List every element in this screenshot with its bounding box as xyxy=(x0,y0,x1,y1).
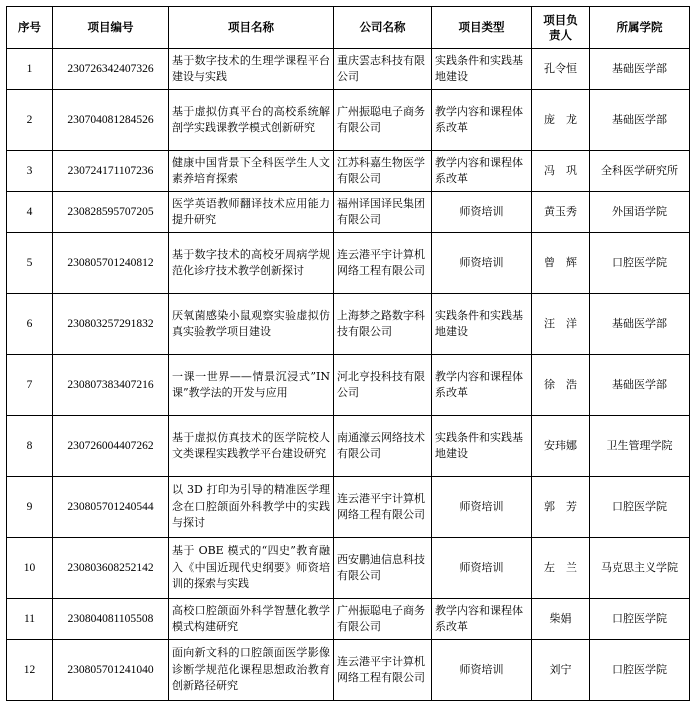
cell-college: 全科医学研究所 xyxy=(590,151,690,192)
table-row xyxy=(7,599,690,640)
table-row xyxy=(7,355,690,416)
cell-code: 230805701241040 xyxy=(53,640,169,701)
cell-code: 230803608252142 xyxy=(53,538,169,599)
cell-type: 教学内容和课程体系改革 xyxy=(432,151,532,192)
cell-leader: 庞 龙 xyxy=(532,90,590,151)
table-row xyxy=(7,477,690,538)
cell-college: 基础医学部 xyxy=(590,294,690,355)
cell-index: 7 xyxy=(7,355,53,416)
cell-code: 230805701240544 xyxy=(53,477,169,538)
cell-college: 口腔医学院 xyxy=(590,233,690,294)
cell-code: 230724171107236 xyxy=(53,151,169,192)
cell-index: 1 xyxy=(7,49,53,90)
cell-code: 230804081105508 xyxy=(53,599,169,640)
cell-code: 230726342407326 xyxy=(53,49,169,90)
cell-leader: 孔令恒 xyxy=(532,49,590,90)
cell-company: 上海梦之路数字科技有限公司 xyxy=(334,294,432,355)
cell-type: 师资培训 xyxy=(432,477,532,538)
cell-type: 教学内容和课程体系改革 xyxy=(432,90,532,151)
cell-company: 连云港平宇计算机网络工程有限公司 xyxy=(334,477,432,538)
cell-index: 8 xyxy=(7,416,53,477)
cell-type: 实践条件和实践基地建设 xyxy=(432,416,532,477)
table-row xyxy=(7,640,690,701)
cell-code: 230828595707205 xyxy=(53,192,169,233)
cell-leader: 郭 芳 xyxy=(532,477,590,538)
header-name: 项目名称 xyxy=(169,7,334,49)
cell-type: 师资培训 xyxy=(432,233,532,294)
cell-college: 马克思主义学院 xyxy=(590,538,690,599)
cell-type: 师资培训 xyxy=(432,192,532,233)
header-college: 所属学院 xyxy=(590,7,690,49)
cell-leader: 安玮娜 xyxy=(532,416,590,477)
cell-college: 口腔医学院 xyxy=(590,599,690,640)
cell-index: 12 xyxy=(7,640,53,701)
table-row xyxy=(7,90,690,151)
cell-company: 西安鹏迪信息科技有限公司 xyxy=(334,538,432,599)
header-company: 公司名称 xyxy=(334,7,432,49)
cell-college: 基础医学部 xyxy=(590,355,690,416)
cell-name: 面向新文科的口腔颌面医学影像诊断学规范化课程思想政治教育创新路径研究 xyxy=(169,640,334,701)
cell-college: 卫生管理学院 xyxy=(590,416,690,477)
cell-index: 4 xyxy=(7,192,53,233)
cell-code: 230726004407262 xyxy=(53,416,169,477)
cell-index: 11 xyxy=(7,599,53,640)
cell-company: 江苏科嘉生物医学有限公司 xyxy=(334,151,432,192)
cell-type: 师资培训 xyxy=(432,640,532,701)
cell-college: 口腔医学院 xyxy=(590,640,690,701)
cell-company: 南通濠云网络技术有限公司 xyxy=(334,416,432,477)
cell-name: 厌氧菌感染小鼠观察实验虚拟仿真实验教学项目建设 xyxy=(169,294,334,355)
cell-type: 教学内容和课程体系改革 xyxy=(432,355,532,416)
cell-company: 连云港平宇计算机网络工程有限公司 xyxy=(334,640,432,701)
cell-type: 师资培训 xyxy=(432,538,532,599)
cell-leader: 徐 浩 xyxy=(532,355,590,416)
cell-company: 广州振聪电子商务有限公司 xyxy=(334,90,432,151)
cell-leader: 曾 辉 xyxy=(532,233,590,294)
table-row xyxy=(7,49,690,90)
cell-leader: 黄玉秀 xyxy=(532,192,590,233)
cell-index: 10 xyxy=(7,538,53,599)
cell-company: 福州译国译民集团有限公司 xyxy=(334,192,432,233)
table-row xyxy=(7,416,690,477)
cell-company: 重庆雲志科技有限公司 xyxy=(334,49,432,90)
cell-code: 230704081284526 xyxy=(53,90,169,151)
cell-name: 以 3D 打印为引导的精准医学理念在口腔颌面外科教学中的实践与探讨 xyxy=(169,477,334,538)
cell-type: 教学内容和课程体系改革 xyxy=(432,599,532,640)
cell-index: 6 xyxy=(7,294,53,355)
cell-name: 基于虚拟仿真平台的高校系统解剖学实践课教学模式创新研究 xyxy=(169,90,334,151)
cell-leader: 柴娟 xyxy=(532,599,590,640)
header-type: 项目类型 xyxy=(432,7,532,49)
cell-type: 实践条件和实践基地建设 xyxy=(432,294,532,355)
cell-name: 基于数字技术的高校牙周病学规范化诊疗技术教学创新探讨 xyxy=(169,233,334,294)
cell-college: 口腔医学院 xyxy=(590,477,690,538)
project-table xyxy=(6,6,690,701)
cell-name: 基于虚拟仿真技术的医学院校人文类课程实践教学平台建设研究 xyxy=(169,416,334,477)
cell-code: 230805701240812 xyxy=(53,233,169,294)
cell-code: 230803257291832 xyxy=(53,294,169,355)
cell-name: 基于数字技术的生理学课程平台建设与实践 xyxy=(169,49,334,90)
cell-college: 外国语学院 xyxy=(590,192,690,233)
cell-name: 基于 OBE 模式的“四史”教育融入《中国近现代史纲要》师资培训的探索与实践 xyxy=(169,538,334,599)
cell-type: 实践条件和实践基地建设 xyxy=(432,49,532,90)
header-index: 序号 xyxy=(7,7,53,49)
cell-leader: 冯 巩 xyxy=(532,151,590,192)
table-row xyxy=(7,538,690,599)
cell-name: 高校口腔颌面外科学智慧化教学模式构建研究 xyxy=(169,599,334,640)
cell-name: 医学英语教师翻译技术应用能力提升研究 xyxy=(169,192,334,233)
table-row xyxy=(7,151,690,192)
cell-leader: 左 兰 xyxy=(532,538,590,599)
cell-index: 9 xyxy=(7,477,53,538)
table-row xyxy=(7,294,690,355)
cell-college: 基础医学部 xyxy=(590,90,690,151)
cell-leader: 汪 洋 xyxy=(532,294,590,355)
cell-index: 5 xyxy=(7,233,53,294)
cell-leader: 刘宁 xyxy=(532,640,590,701)
cell-name: 健康中国背景下全科医学生人文素养培育探索 xyxy=(169,151,334,192)
cell-code: 230807383407216 xyxy=(53,355,169,416)
cell-name: 一课一世界——情景沉浸式”IN 课”教学法的开发与应用 xyxy=(169,355,334,416)
cell-index: 3 xyxy=(7,151,53,192)
header-row xyxy=(7,7,690,49)
cell-index: 2 xyxy=(7,90,53,151)
cell-college: 基础医学部 xyxy=(590,49,690,90)
table-row xyxy=(7,192,690,233)
header-leader: 项目负责人 xyxy=(532,7,590,49)
table-row xyxy=(7,233,690,294)
header-code: 项目编号 xyxy=(53,7,169,49)
cell-company: 连云港平宇计算机网络工程有限公司 xyxy=(334,233,432,294)
cell-company: 河北亨投科技有限公司 xyxy=(334,355,432,416)
cell-company: 广州振聪电子商务有限公司 xyxy=(334,599,432,640)
